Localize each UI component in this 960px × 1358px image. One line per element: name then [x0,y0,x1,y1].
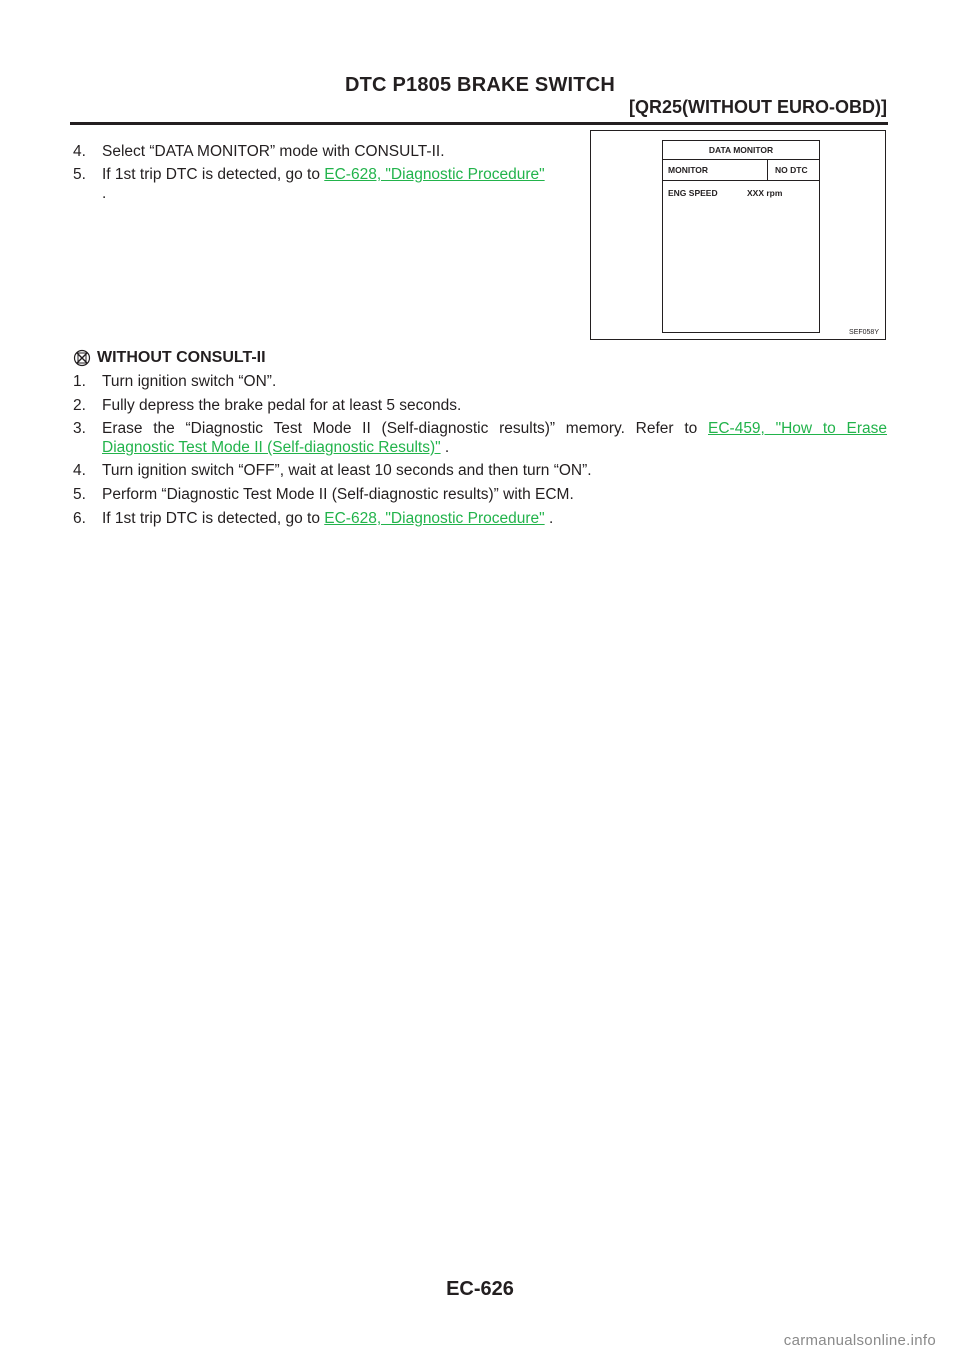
eng-speed-value: XXX rpm [747,188,783,198]
step-2-depress-brake [73,396,461,416]
monitor-column-header: MONITOR [668,165,708,175]
screen-divider [663,159,819,160]
diagnostic-procedure-link[interactable]: EC-628, "Diagnostic Procedure" [324,510,545,527]
section-title: WITHOUT CONSULT-II [97,349,266,366]
no-consult-icon [73,349,91,367]
column-separator [767,159,768,180]
step-text: If 1st trip DTC is detected, go to [102,510,325,527]
step-3-continuation [102,438,449,458]
how-to-erase-link-continued[interactable]: Diagnostic Test Mode II (Self-diagnostic Results)" [102,439,441,456]
eng-speed-label: ENG SPEED [668,188,718,198]
step-number: 5. [73,486,86,503]
figure-code: SEF058Y [849,329,879,336]
step-text: Turn ignition switch “ON”. [102,373,277,390]
data-monitor-figure [590,130,886,340]
diagnostic-procedure-link[interactable]: EC-628, "Diagnostic Procedure" [324,166,545,183]
step-tail: . [440,439,450,456]
step-number: 4. [73,143,86,160]
step-5-tail: . [102,185,107,202]
step-text: Fully depress the brake pedal for at least 5 seconds. [102,397,462,414]
engine-variant-label: [QR25(WITHOUT EURO-OBD)] [629,97,887,117]
step-number: 3. [73,420,86,437]
step-number: 5. [73,166,86,183]
step-4-select-data-monitor [73,142,445,162]
step-6-go-to-procedure [73,509,553,529]
step-3-erase-memory [73,419,887,439]
step-text: Erase the “Diagnostic Test Mode II (Self-diagnostic results)” memory. Refer to [102,420,708,437]
watermark: carmanualsonline.info [783,1332,936,1349]
step-5-perform-test [73,485,574,505]
dtc-status: NO DTC [775,165,808,175]
step-1-ignition-on [73,372,276,392]
screen-divider [663,180,819,181]
step-number: 1. [73,373,86,390]
section-heading [73,349,266,367]
step-tail: . [544,510,554,527]
step-text: Turn ignition switch “OFF”, wait at least 10 seconds and then turn “ON”. [102,462,592,479]
how-to-erase-link[interactable]: EC-459, "How to Erase [708,420,888,437]
screen-title: DATA MONITOR [708,145,774,155]
step-number: 2. [73,397,86,414]
consult-screen [662,140,820,333]
header-divider [70,122,888,125]
step-5-go-to-procedure [73,165,545,185]
step-text: If 1st trip DTC is detected, go to [102,166,325,183]
page-title: DTC P1805 BRAKE SWITCH [345,74,615,96]
step-text: Select “DATA MONITOR” mode with CONSULT-II. [102,143,445,160]
step-number: 6. [73,510,86,527]
step-4-ignition-off-on [73,461,592,481]
step-number: 4. [73,462,86,479]
step-text: Perform “Diagnostic Test Mode II (Self-diagnostic results)” with ECM. [102,486,574,503]
page-number: EC-626 [446,1278,514,1300]
